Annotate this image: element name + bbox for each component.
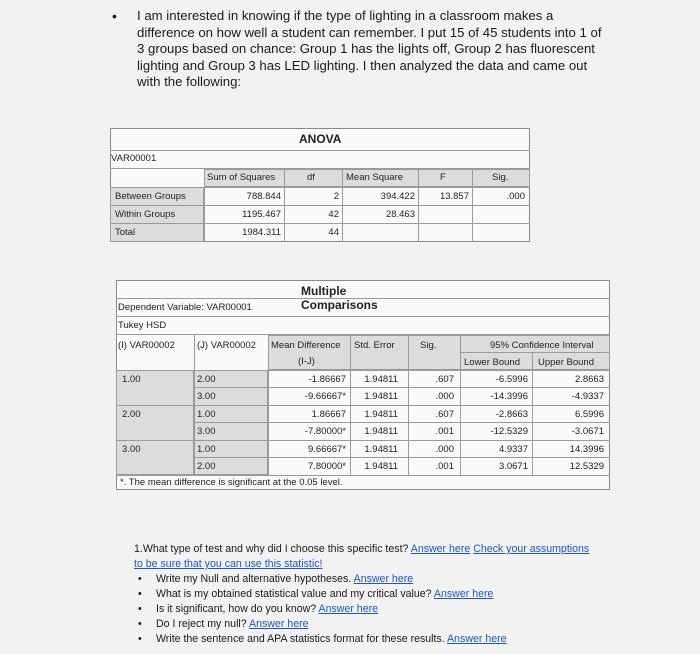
anova-cell: 13.857 (439, 191, 469, 202)
mc-header-md-sub: (I-J) (298, 356, 315, 367)
anova-header-df: df (307, 172, 315, 183)
bullet-icon: • (138, 603, 142, 615)
anova-cell: 42 (328, 209, 339, 220)
anova-cell: 1195.467 (242, 209, 281, 220)
anova-cell: 394.422 (380, 191, 415, 202)
mc-cell-se: 1.94811 (364, 444, 398, 455)
anova-header-ss: Sum of Squares (207, 172, 276, 183)
mc-header-se: Std. Error (354, 340, 395, 351)
question-list (134, 572, 594, 647)
mc-header-ub: Upper Bound (538, 357, 594, 368)
mc-cell-j: 3.00 (197, 391, 216, 402)
mc-cell-se: 1.94811 (364, 391, 398, 402)
mc-header-lb: Lower Bound (464, 357, 520, 368)
mc-cell-se: 1.94811 (364, 461, 398, 472)
mc-cell-lb: -6.5996 (495, 374, 528, 385)
answer-link[interactable]: Answer here (318, 603, 379, 615)
mc-cell-md: 9.66667* (307, 444, 346, 455)
bullet-icon: • (138, 573, 142, 585)
bullet-icon: • (138, 588, 142, 600)
question-text: Write the sentence and APA statistics format for these results. (156, 633, 445, 645)
mc-cell-i: 2.00 (122, 409, 141, 420)
mc-cell-i: 3.00 (122, 444, 141, 455)
bullet-icon: • (138, 618, 142, 630)
mc-cell-md: -7.80000* (304, 426, 346, 437)
list-item (134, 617, 594, 632)
mc-cell-j: 2.00 (197, 374, 216, 385)
mc-cell-sig: .607 (435, 374, 454, 385)
mc-header-sig: Sig. (420, 340, 437, 351)
anova-title: ANOVA (299, 132, 342, 146)
intro-paragraph (112, 8, 602, 91)
mc-cell-sig: .001 (435, 426, 454, 437)
mc-cell-md: 1.86667 (311, 409, 346, 420)
assumptions-link[interactable]: Check your assumptions to be sure that you can use this statistic! (134, 543, 590, 570)
mc-cell-lb: -2.8663 (495, 409, 528, 420)
anova-header-sig: Sig. (492, 172, 509, 183)
mc-cell-lb: -14.3996 (490, 391, 528, 402)
intro-text: I am interested in knowing if the type of lighting in a classroom makes a difference on how well a student can remember. I put 15 of 45 students into 1 of 3 groups based on chance: Group 1 has the lights off, Group 2 has fluorescent lighting and Group 3 has LED lighting. I then analyzed the data and came out with the following: (137, 8, 602, 90)
mc-cell-i: 1.00 (122, 374, 141, 385)
anova-cell: 28.463 (385, 209, 415, 220)
mc-cell-lb: 4.9337 (498, 444, 528, 455)
answer-link[interactable]: Answer here (447, 633, 507, 645)
anova-cell: 1984.311 (242, 227, 281, 238)
mc-cell-sig: .607 (435, 409, 454, 420)
mc-cell-ub: 14.3996 (569, 444, 604, 455)
question-1-text: 1.What type of test and why did I choose this specific test? (134, 543, 409, 555)
mc-cell-ub: 12.5329 (569, 461, 604, 472)
list-item (134, 572, 594, 587)
mc-dependent-variable: Dependent Variable: VAR00001 (118, 302, 252, 313)
bullet-icon: • (138, 633, 142, 645)
mc-header-j: (J) VAR00002 (197, 340, 256, 351)
list-item (134, 632, 594, 647)
questions-section (134, 542, 594, 647)
mc-footnote: *. The mean difference is significant at the 0.05 level. (120, 477, 343, 488)
question-text: Write my Null and alternative hypotheses. (156, 573, 352, 585)
mc-cell-ub: 2.8663 (574, 374, 604, 385)
anova-variable: VAR00001 (111, 153, 157, 164)
mc-header-ci: 95% Confidence Interval (490, 340, 594, 351)
mc-cell-sig: .000 (435, 444, 454, 455)
mc-cell-se: 1.94811 (364, 409, 398, 420)
answer-link[interactable]: Answer here (433, 588, 494, 600)
mc-title: Multiple Comparisons (301, 284, 378, 312)
anova-row-label: Within Groups (115, 209, 176, 220)
anova-cell: 2 (333, 191, 339, 202)
list-item (134, 602, 594, 617)
mc-header-i: (I) VAR00002 (118, 340, 175, 351)
mc-method: Tukey HSD (118, 320, 167, 331)
mc-cell-j: 1.00 (197, 444, 216, 455)
mc-cell-se: 1.94811 (364, 374, 398, 385)
question-1 (134, 542, 594, 572)
mc-cell-se: 1.94811 (364, 426, 398, 437)
mc-cell-ub: -4.9337 (571, 391, 604, 402)
answer-link[interactable]: Answer here (353, 573, 414, 585)
mc-cell-ub: 6.5996 (574, 409, 604, 420)
anova-cell: 788.844 (246, 191, 281, 202)
answer-link[interactable]: Answer here (410, 543, 471, 555)
mc-cell-md: -9.66667* (304, 391, 346, 402)
anova-cell: .000 (506, 191, 525, 202)
anova-row-label: Total (115, 227, 136, 238)
anova-header-f: F (440, 172, 446, 183)
mc-cell-ub: -3.0671 (571, 426, 604, 437)
mc-cell-j: 2.00 (197, 461, 216, 472)
mc-cell-j: 1.00 (197, 409, 216, 420)
list-item (134, 587, 594, 602)
mc-header-md: Mean Difference (271, 340, 341, 351)
mc-cell-lb: 3.0671 (498, 461, 528, 472)
answer-link[interactable]: Answer here (249, 618, 309, 630)
anova-row-label: Between Groups (115, 191, 186, 202)
question-text: Do I reject my null? (156, 618, 247, 630)
question-text: Is it significant, how do you know? (156, 603, 317, 615)
mc-cell-md: -1.86667 (308, 374, 346, 385)
mc-cell-lb: -12.5329 (490, 426, 528, 437)
bullet-icon: • (112, 8, 117, 24)
question-text: What is my obtained statistical value and my critical value? (156, 588, 432, 600)
mc-cell-sig: .000 (435, 391, 454, 402)
anova-cell: 44 (328, 227, 339, 238)
mc-cell-sig: .001 (435, 461, 454, 472)
anova-header-ms: Mean Square (346, 172, 404, 183)
mc-cell-j: 3.00 (197, 426, 216, 437)
mc-cell-md: 7.80000* (307, 461, 346, 472)
